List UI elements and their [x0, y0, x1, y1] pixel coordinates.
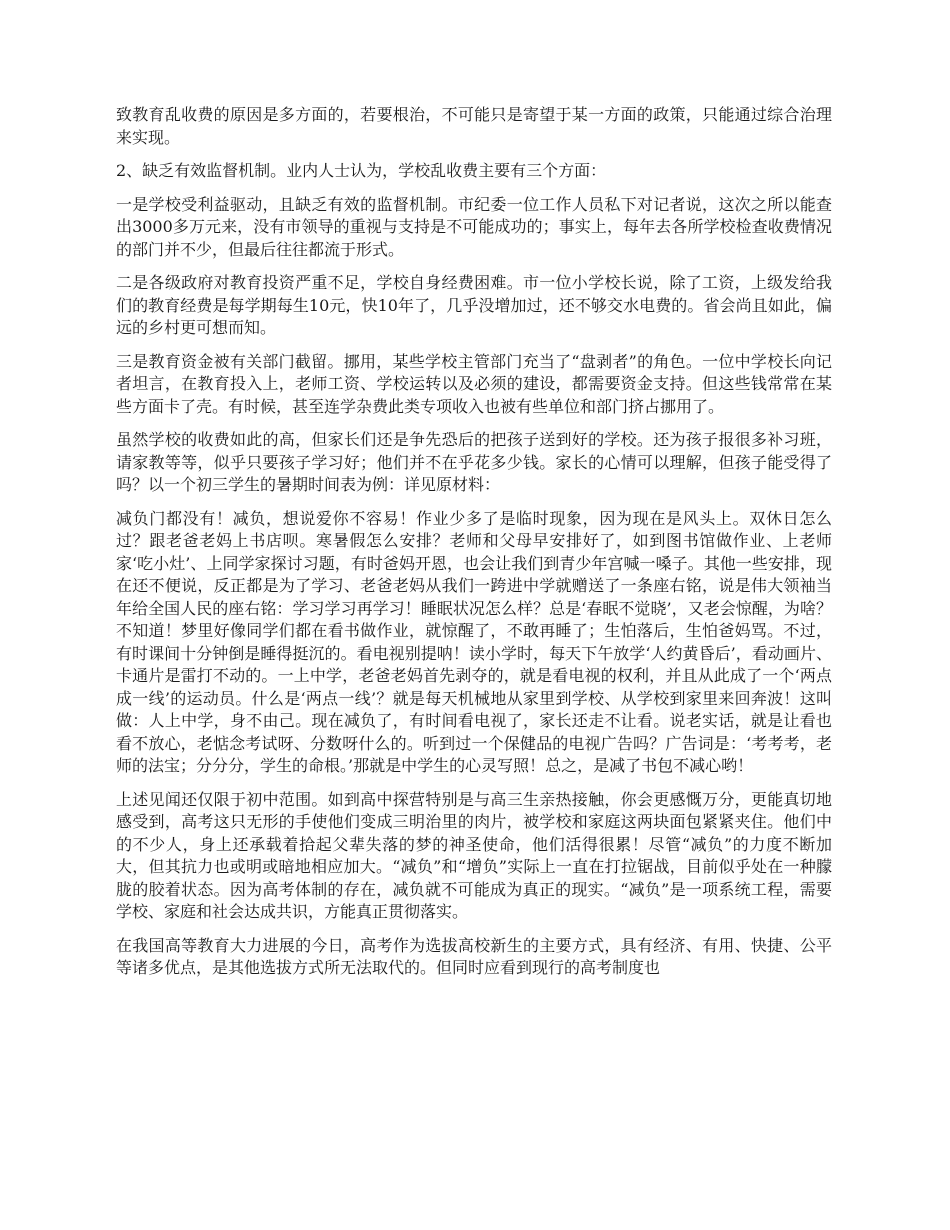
paragraph: 虽然学校的收费如此的高，但家长们还是争先恐后的把孩子送到好的学校。还为孩子报很多补习班，请家教等等，似乎只要孩子学习好；他们并不在乎花多少钱。家长的心情可以理解，但孩子能受得了吗？以一个初三学生的暑期时间表为例：详见原材料：: [116, 430, 832, 494]
paragraph: 一是学校受利益驱动，且缺乏有效的监督机制。市纪委一位工作人员私下对记者说，这次之所以能查出3000多万元来，没有市领导的重视与支持是不可能成功的；事实上，每年去各所学校检查收费情况的部门并不少，但最后往往都流于形式。: [116, 194, 832, 259]
paragraph: 在我国高等教育大力进展的今日，高考作为选拔高校新生的主要方式，具有经济、有用、快捷、公平等诸多优点，是其他选拔方式所无法取代的。但同时应看到现行的高考制度也: [116, 935, 832, 977]
document-body: [116, 104, 832, 991]
paragraph: 三是教育资金被有关部门截留。挪用，某些学校主管部门充当了“盘剥者”的角色。一位中学校长向记者坦言，在教育投入上，老师工资、学校运转以及必须的建设，都需要资金支持。但这些钱常常在某些方面卡了壳。有时候，甚至连学杂费此类专项收入也被有些单位和部门挤占挪用了。: [116, 351, 832, 416]
paragraph: 2、缺乏有效监督机制。业内人士认为，学校乱收费主要有三个方面：: [116, 161, 607, 180]
paragraph: 二是各级政府对教育投资严重不足，学校自身经费困难。市一位小学校长说，除了工资，上级发给我们的教育经费是每学期每生10元，快10年了，几乎没增加过，还不够交水电费的。省会尚且如此，偏远的乡村更可想而知。: [116, 273, 832, 337]
paragraph: 上述见闻还仅限于初中范围。如到高中探营特别是与高三生亲热接触，你会更感慨万分，更能真切地感受到，高考这只无形的手使他们变成三明治里的肉片，被学校和家庭这两块面包紧紧夹住。他们中的不少人，身上还承载着拾起父辈失落的梦的神圣使命，他们活得很累！尽管“减负”的力度不断加大，但其抗力也或明或暗地相应加大。“减负”和“增负”实际上一直在打拉锯战，目前似乎处在一种朦胧的胶着状态。因为高考体制的存在，减负就不可能成为真正的现实。“减负”是一项系统工程，需要学校、家庭和社会达成共识，方能真正贯彻落实。: [116, 789, 832, 921]
paragraph: 致教育乱收费的原因是多方面的，若要根治，不可能只是寄望于某一方面的政策，只能通过综合治理来实现。: [116, 105, 832, 147]
paragraph: 减负门都没有！减负，想说爱你不容易！作业少多了是临时现象，因为现在是风头上。双休日怎么过？跟老爸老妈上书店呗。寒暑假怎么安排？老师和父母早安排好了，如到图书馆做作业、上老师家‘吃小灶’、上同学家探讨习题，有时爸妈开恩，也会让我们到青少年宫喊一嗓子。其他一些安排，现在还不便说，反正都是为了学习、老爸老妈从我们一跨进中学就赠送了一条座右铭，说是伟大领袖当年给全国人民的座右铭：学习学习再学习！睡眠状况怎么样？总是‘春眠不觉晓’，又老会惊醒，为啥？不知道！梦里好像同学们都在看书做作业，就惊醒了，不敢再睡了；生怕落后，生怕爸妈骂。不过，有时课间十分钟倒是睡得挺沉的。看电视别提呐！读小学时，每天下午放学‘人约黄昏后’，看动画片、卡通片是雷打不动的。一上中学，老爸老妈首先剥夺的，就是看电视的权利，并且从此成了一个‘两点成一线’的运动员。什么是‘两点一线’？就是每天机械地从家里到学校、从学校到家里来回奔波！这叫做：人上中学，身不由己。现在减负了，有时间看电视了，家长还走不让看。说老实话，就是让看也看不放心，老惦念考试呀、分数呀什么的。听到过一个保健品的电视广告吗？广告词是：‘考考考，老师的法宝；分分分，学生的命根。’那就是中学生的心灵写照！总之，是减了书包不减心哟！: [116, 508, 832, 775]
